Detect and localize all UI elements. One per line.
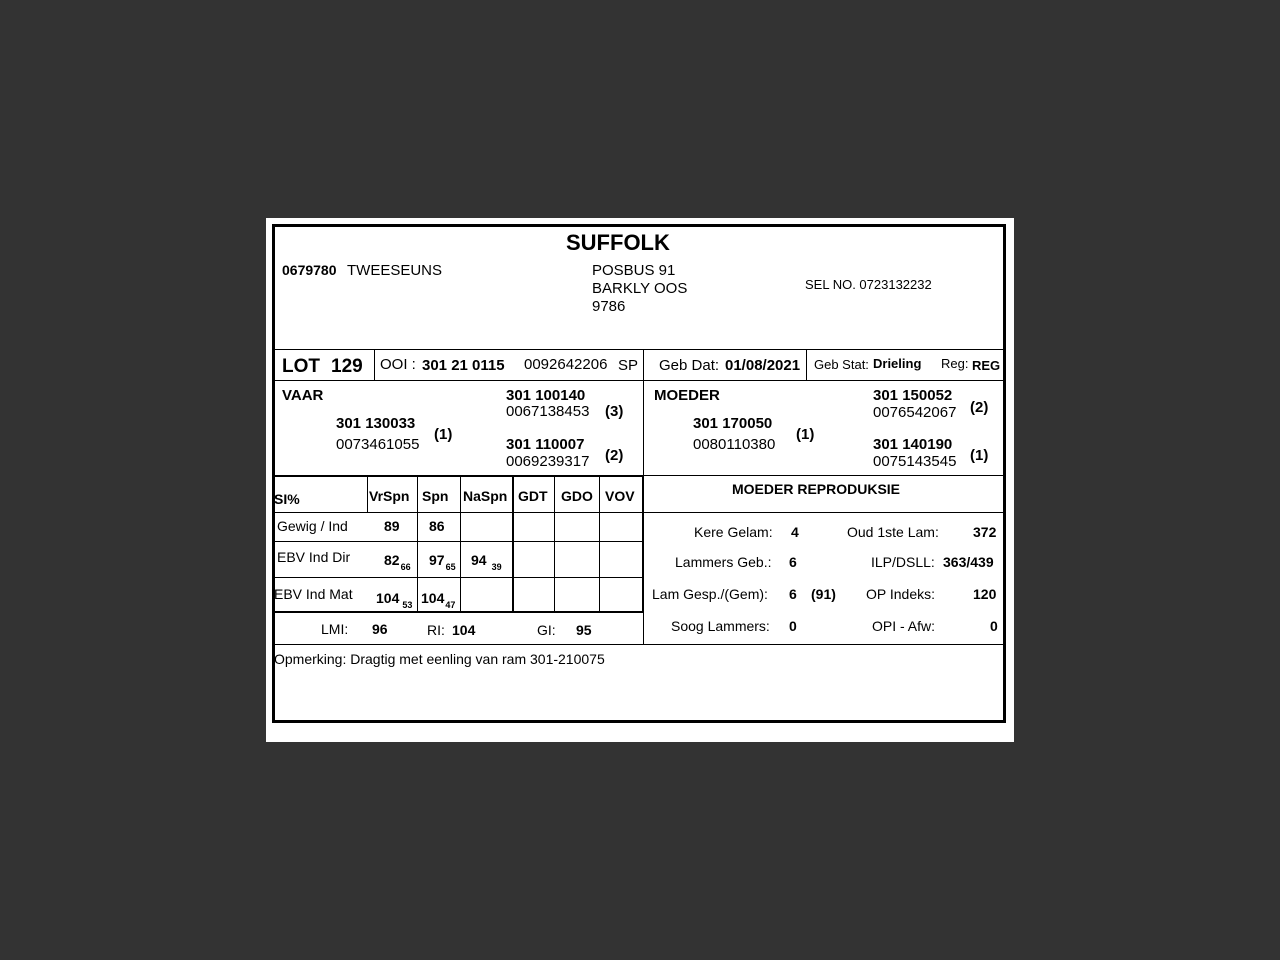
sire-label: VAAR (282, 387, 324, 404)
gi-value: 95 (576, 622, 592, 638)
address-line-1: POSBUS 91 (592, 262, 676, 279)
si-col-line-thick (642, 476, 644, 612)
si-cell-spn (421, 590, 456, 610)
sire-dam-id: 0069239317 (506, 453, 590, 470)
breeder-number: 0679780 (282, 262, 337, 278)
suckling-lambs-label: Soog Lammers: (671, 618, 770, 634)
si-col-line (460, 476, 461, 611)
sire-number: 301 130033 (336, 415, 416, 432)
lambs-born-value: 6 (789, 554, 797, 570)
sire-dam-number: 301 110007 (506, 436, 585, 453)
dam-id: 0080110380 (693, 436, 776, 453)
ooi-label: OOI : (380, 356, 416, 373)
si-row-label: Gewig / Ind (277, 518, 348, 534)
sire-code: (1) (434, 426, 453, 443)
ooi-number: 301 21 0115 (422, 357, 505, 374)
birth-date: 01/08/2021 (725, 357, 801, 374)
repro-title-line (644, 512, 1005, 513)
gi-label: GI: (537, 622, 556, 638)
si-value: 104 (376, 590, 400, 606)
lambs-weaned-label: Lam Gesp./(Gem): (652, 586, 768, 602)
si-row-line (273, 512, 644, 513)
reg-value: REG (972, 358, 1001, 373)
si-col-line (367, 476, 368, 512)
ilp-dsll-value: 363/439 (943, 554, 994, 570)
opi-deviation-value: 0 (990, 618, 998, 634)
divider-lot-row (274, 380, 1005, 381)
si-accuracy: 53 (402, 600, 413, 610)
first-lamb-age-value: 372 (973, 524, 997, 540)
si-col-line (417, 476, 418, 611)
dam-label: MOEDER (654, 387, 720, 404)
breed-title: SUFFOLK (566, 230, 670, 255)
op-index-label: OP Indeks: (866, 586, 936, 602)
dam-sire-number: 301 150052 (873, 387, 953, 404)
si-header-gdo: GDO (561, 488, 593, 504)
si-cell-naspn (471, 552, 502, 572)
reproduction-title: MOEDER REPRODUKSIE (732, 481, 901, 497)
birth-status: Drieling (873, 356, 922, 371)
si-row-label: EBV Ind Mat (274, 586, 353, 602)
sire-sire-id: 0067138453 (506, 403, 590, 420)
remark: Opmerking: Dragtig met eenling van ram 301-210075 (274, 651, 605, 667)
si-cell-vrspn: 89 (384, 518, 400, 534)
si-value: 97 (429, 552, 445, 568)
si-header-spn: Spn (422, 488, 449, 504)
si-header-vov: VOV (605, 488, 635, 504)
lmi-label: LMI: (321, 621, 349, 637)
si-header-naspn: NaSpn (463, 488, 508, 504)
si-cell-vrspn (384, 552, 411, 572)
ri-value: 104 (452, 622, 476, 638)
divider-header (274, 349, 1005, 350)
address-line-3: 9786 (592, 298, 626, 315)
lambs-weaned-avg: (91) (811, 586, 836, 602)
si-accuracy: 66 (400, 562, 411, 572)
si-table-bottom (273, 611, 644, 613)
divider-repro-top (644, 475, 1005, 476)
si-accuracy: 65 (445, 562, 456, 572)
si-cell-spn (429, 552, 456, 572)
opi-deviation-label: OPI - Afw: (872, 618, 936, 634)
birth-date-label: Geb Dat: (659, 357, 720, 374)
divider-v (806, 349, 807, 380)
dam-dam-id: 0075143545 (873, 453, 957, 470)
lot-card-frame (272, 224, 1006, 723)
birth-status-label: Geb Stat: (814, 357, 869, 372)
ooi-id-number: 0092642206 (524, 356, 608, 373)
si-col-line (599, 476, 600, 611)
suckling-lambs-value: 0 (789, 618, 797, 634)
times-lambed-value: 4 (791, 524, 799, 540)
sire-sire-code: (3) (605, 403, 624, 420)
lambs-weaned-value: 6 (789, 586, 797, 602)
first-lamb-age-label: Oud 1ste Lam: (847, 524, 939, 540)
si-cell-spn: 86 (429, 518, 445, 534)
si-accuracy: 47 (445, 600, 456, 610)
dam-sire-code: (2) (970, 399, 989, 416)
si-col-line-thick (512, 476, 514, 612)
si-cell-vrspn (376, 590, 413, 610)
dam-sire-id: 0076542067 (873, 404, 957, 421)
address-line-2: BARKLY OOS (592, 280, 688, 297)
dam-dam-code: (1) (970, 447, 989, 464)
lmi-value: 96 (372, 621, 388, 637)
si-header-si: SI% (274, 491, 300, 507)
sire-sire-number: 301 100140 (506, 387, 586, 404)
si-header-vrspn: VrSpn (369, 488, 410, 504)
dam-code: (1) (796, 426, 815, 443)
divider-v (643, 349, 644, 380)
si-table-top (273, 475, 644, 477)
sire-dam-code: (2) (605, 447, 624, 464)
lambs-born-label: Lammers Geb.: (675, 554, 772, 570)
si-row-line (273, 577, 644, 578)
dam-number: 301 170050 (693, 415, 773, 432)
ilp-dsll-label: ILP/DSLL: (871, 554, 935, 570)
si-value: 104 (421, 590, 445, 606)
si-header-gdt: GDT (518, 488, 548, 504)
times-lambed-label: Kere Gelam: (694, 524, 773, 540)
si-value: 94 (471, 552, 487, 568)
divider-remark (274, 644, 1005, 645)
sel-number: SEL NO. 0723132232 (805, 277, 932, 292)
ri-label: RI: (427, 622, 445, 638)
sire-id: 0073461055 (336, 436, 420, 453)
divider-v (374, 349, 375, 380)
reg-label: Reg: (941, 356, 969, 371)
breeder-name: TWEESEUNS (347, 262, 443, 279)
si-value: 82 (384, 552, 400, 568)
sp-label: SP (618, 357, 639, 374)
dam-dam-number: 301 140190 (873, 436, 953, 453)
si-accuracy: 39 (491, 562, 502, 572)
lot-label: LOT (282, 356, 320, 377)
si-col-line (554, 476, 555, 611)
op-index-value: 120 (973, 586, 997, 602)
si-row-label: EBV Ind Dir (277, 549, 351, 565)
lot-number: 129 (331, 356, 363, 377)
si-row-line (273, 541, 644, 542)
